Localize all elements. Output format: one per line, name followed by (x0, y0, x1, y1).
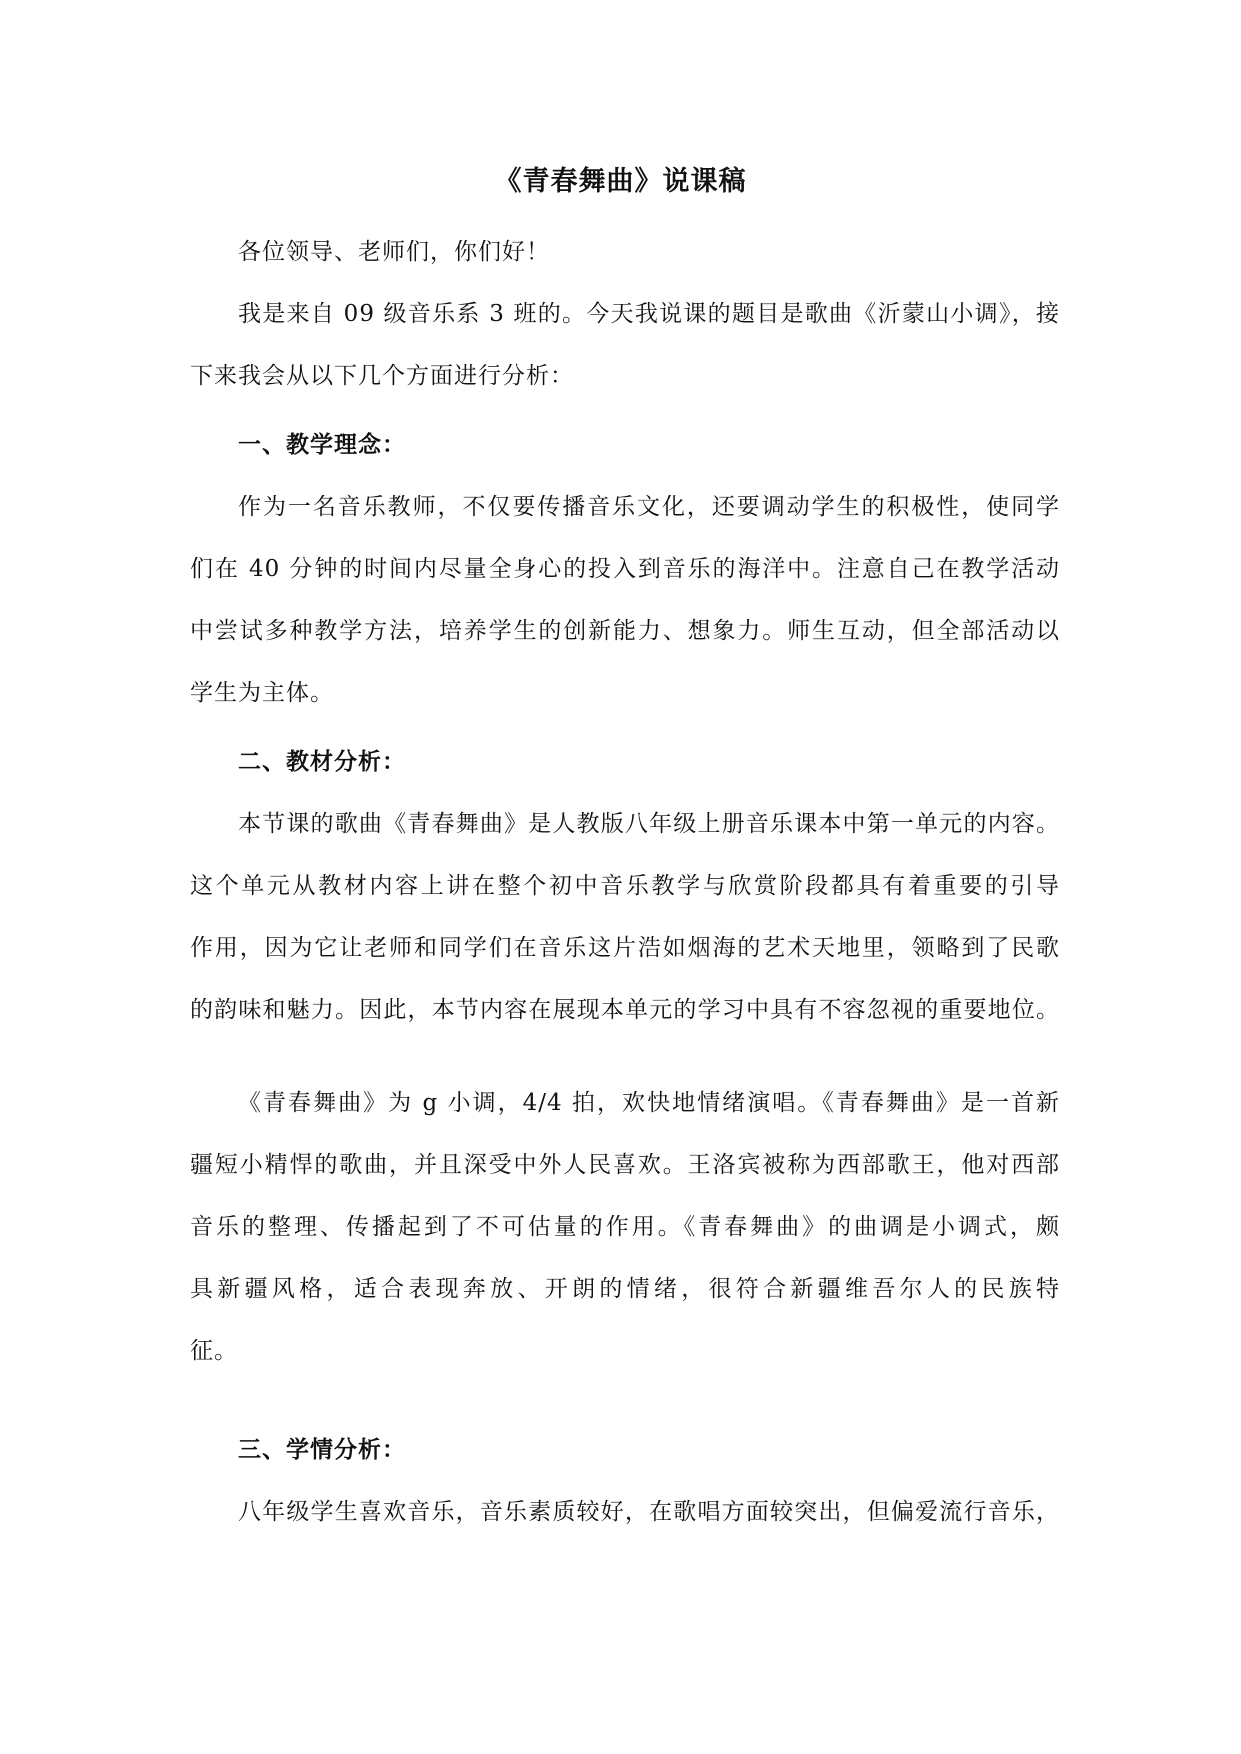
section-heading-material-analysis: 二、教材分析： (238, 748, 406, 775)
paragraph-line: 的韵味和魅力。因此，本节内容在展现本单元的学习中具有不容忽视的重要地位。 (190, 997, 1060, 1023)
greeting: 各位领导、老师们，你们好！ (238, 239, 550, 265)
paragraph-line: 本节课的歌曲《青春舞曲》是人教版八年级上册音乐课本中第一单元的内容。 (238, 811, 1060, 837)
paragraph-line: 具新疆风格，适合表现奔放、开朗的情绪，很符合新疆维吾尔人的民族特 (190, 1276, 1060, 1302)
paragraph-line: 学生为主体。 (190, 680, 334, 706)
section-heading-teaching-philosophy: 一、教学理念： (238, 431, 406, 458)
paragraph-line: 中尝试多种教学方法，培养学生的创新能力、想象力。师生互动，但全部活动以 (190, 618, 1060, 644)
document-title: 《青春舞曲》说课稿 (494, 166, 747, 197)
paragraph-line: 疆短小精悍的歌曲，并且深受中外人民喜欢。王洛宾被称为西部歌王，他对西部 (190, 1152, 1060, 1178)
paragraph-line: 们在 40 分钟的时间内尽量全身心的投入到音乐的海洋中。注意自己在教学活动 (190, 556, 1060, 582)
paragraph-line: 征。 (190, 1338, 238, 1364)
paragraph-line: 音乐的整理、传播起到了不可估量的作用。《青春舞曲》的曲调是小调式，颇 (190, 1214, 1060, 1240)
intro-line-2: 下来我会从以下几个方面进行分析： (190, 363, 574, 389)
paragraph-line: 作为一名音乐教师，不仅要传播音乐文化，还要调动学生的积极性，使同学 (238, 494, 1060, 520)
intro-line-1: 我是来自 09 级音乐系 3 班的。今天我说课的题目是歌曲《沂蒙山小调》，接 (238, 301, 1060, 327)
paragraph-line: 《青春舞曲》为 g 小调，4/4 拍，欢快地情绪演唱。《青春舞曲》是一首新 (238, 1090, 1060, 1116)
section-heading-learner-analysis: 三、学情分析： (238, 1436, 406, 1463)
paragraph-line: 这个单元从教材内容上讲在整个初中音乐教学与欣赏阶段都具有着重要的引导 (190, 873, 1060, 899)
paragraph-line: 作用，因为它让老师和同学们在音乐这片浩如烟海的艺术天地里，领略到了民歌 (190, 935, 1060, 961)
paragraph-line: 八年级学生喜欢音乐，音乐素质较好，在歌唱方面较突出，但偏爱流行音乐， (238, 1499, 1060, 1525)
